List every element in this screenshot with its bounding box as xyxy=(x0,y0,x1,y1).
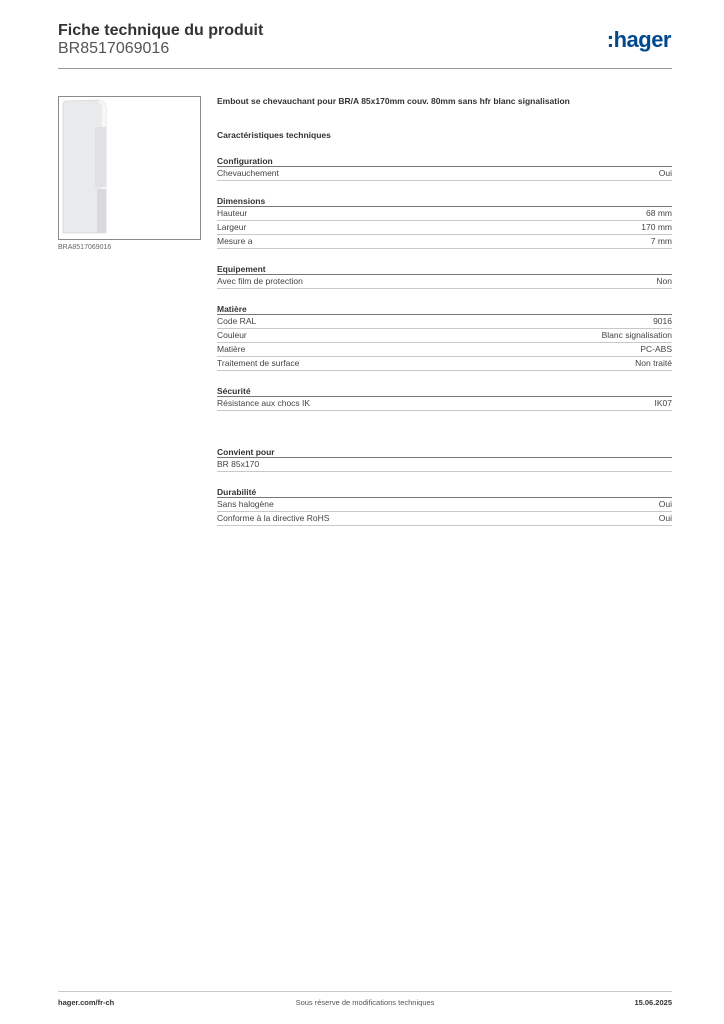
image-caption: BRA8517069016 xyxy=(58,244,112,251)
group-title: Dimensions xyxy=(217,195,672,207)
spec-row xyxy=(217,458,672,472)
header-divider xyxy=(58,68,672,69)
spec-label: Chevauchement xyxy=(217,168,279,178)
spec-value: 68 mm xyxy=(646,208,672,218)
spec-row xyxy=(217,329,672,343)
spec-label: Hauteur xyxy=(217,208,248,218)
spec-row xyxy=(217,235,672,249)
product-description: Embout se chevauchant pour BR/A 85x170mm couv. 80mm sans hfr blanc signalisation xyxy=(217,96,570,106)
spec-value: Non traité xyxy=(635,358,672,368)
spec-label: Code RAL xyxy=(217,316,257,326)
spec-group-equipement xyxy=(217,263,672,289)
page-footer xyxy=(58,998,672,1010)
spec-content xyxy=(217,95,672,526)
footer-date: 15.06.2025 xyxy=(634,998,672,1007)
spec-value: 7 mm xyxy=(650,236,672,246)
product-image-drawing xyxy=(59,97,200,239)
spec-label: Mesure a xyxy=(217,236,253,246)
page-title: Fiche technique du produit xyxy=(58,22,264,39)
spec-row xyxy=(217,275,672,289)
hager-logo xyxy=(592,28,672,52)
group-title: Matière xyxy=(217,303,672,315)
spec-row xyxy=(217,221,672,235)
spec-value: Non xyxy=(656,276,672,286)
spec-row xyxy=(217,498,672,512)
footer-website-link[interactable]: hager.com/fr-ch xyxy=(58,998,115,1007)
hager-logo-text: :hager xyxy=(606,28,671,52)
group-title: Convient pour xyxy=(217,446,672,458)
specs-heading: Caractéristiques techniques xyxy=(217,130,331,140)
spec-group-durabilite xyxy=(217,486,672,526)
group-title: Durabilité xyxy=(217,486,672,498)
spec-label: Conforme à la directive RoHS xyxy=(217,513,330,523)
spec-row xyxy=(217,167,672,181)
spec-row xyxy=(217,357,672,371)
spec-row xyxy=(217,397,672,411)
footer-notice: Sous réserve de modifications techniques xyxy=(295,998,435,1007)
spec-label: Sans halogène xyxy=(217,499,274,509)
footer-divider xyxy=(58,991,672,992)
spec-value: Blanc signalisation xyxy=(601,330,672,340)
page-header xyxy=(58,20,672,68)
spec-group-dimensions xyxy=(217,195,672,249)
group-title: Configuration xyxy=(217,155,672,167)
spec-label: Traitement de surface xyxy=(217,358,300,368)
spec-row xyxy=(217,315,672,329)
spec-label: Largeur xyxy=(217,222,247,232)
spec-row xyxy=(217,207,672,221)
spec-value: IK07 xyxy=(654,398,672,408)
spec-value: 170 mm xyxy=(641,222,672,232)
spec-label: BR 85x170 xyxy=(217,459,260,469)
spec-value: Oui xyxy=(658,499,672,509)
spec-label: Résistance aux chocs IK xyxy=(217,398,311,408)
spec-value: Oui xyxy=(658,168,672,178)
spec-group-securite xyxy=(217,385,672,411)
spec-group-convient-pour xyxy=(217,446,672,472)
spec-group-matiere xyxy=(217,303,672,371)
spec-value: 9016 xyxy=(653,316,672,326)
spec-row xyxy=(217,343,672,357)
spec-row xyxy=(217,512,672,526)
spec-value: PC-ABS xyxy=(640,344,672,354)
product-image xyxy=(58,96,201,240)
spec-label: Couleur xyxy=(217,330,247,340)
product-number: BR8517069016 xyxy=(58,40,170,57)
spec-label: Matière xyxy=(217,344,246,354)
spec-value: Oui xyxy=(658,513,672,523)
group-title: Sécurité xyxy=(217,385,672,397)
group-title: Equipement xyxy=(217,263,672,275)
spec-label: Avec film de protection xyxy=(217,276,303,286)
spec-group-configuration xyxy=(217,155,672,181)
